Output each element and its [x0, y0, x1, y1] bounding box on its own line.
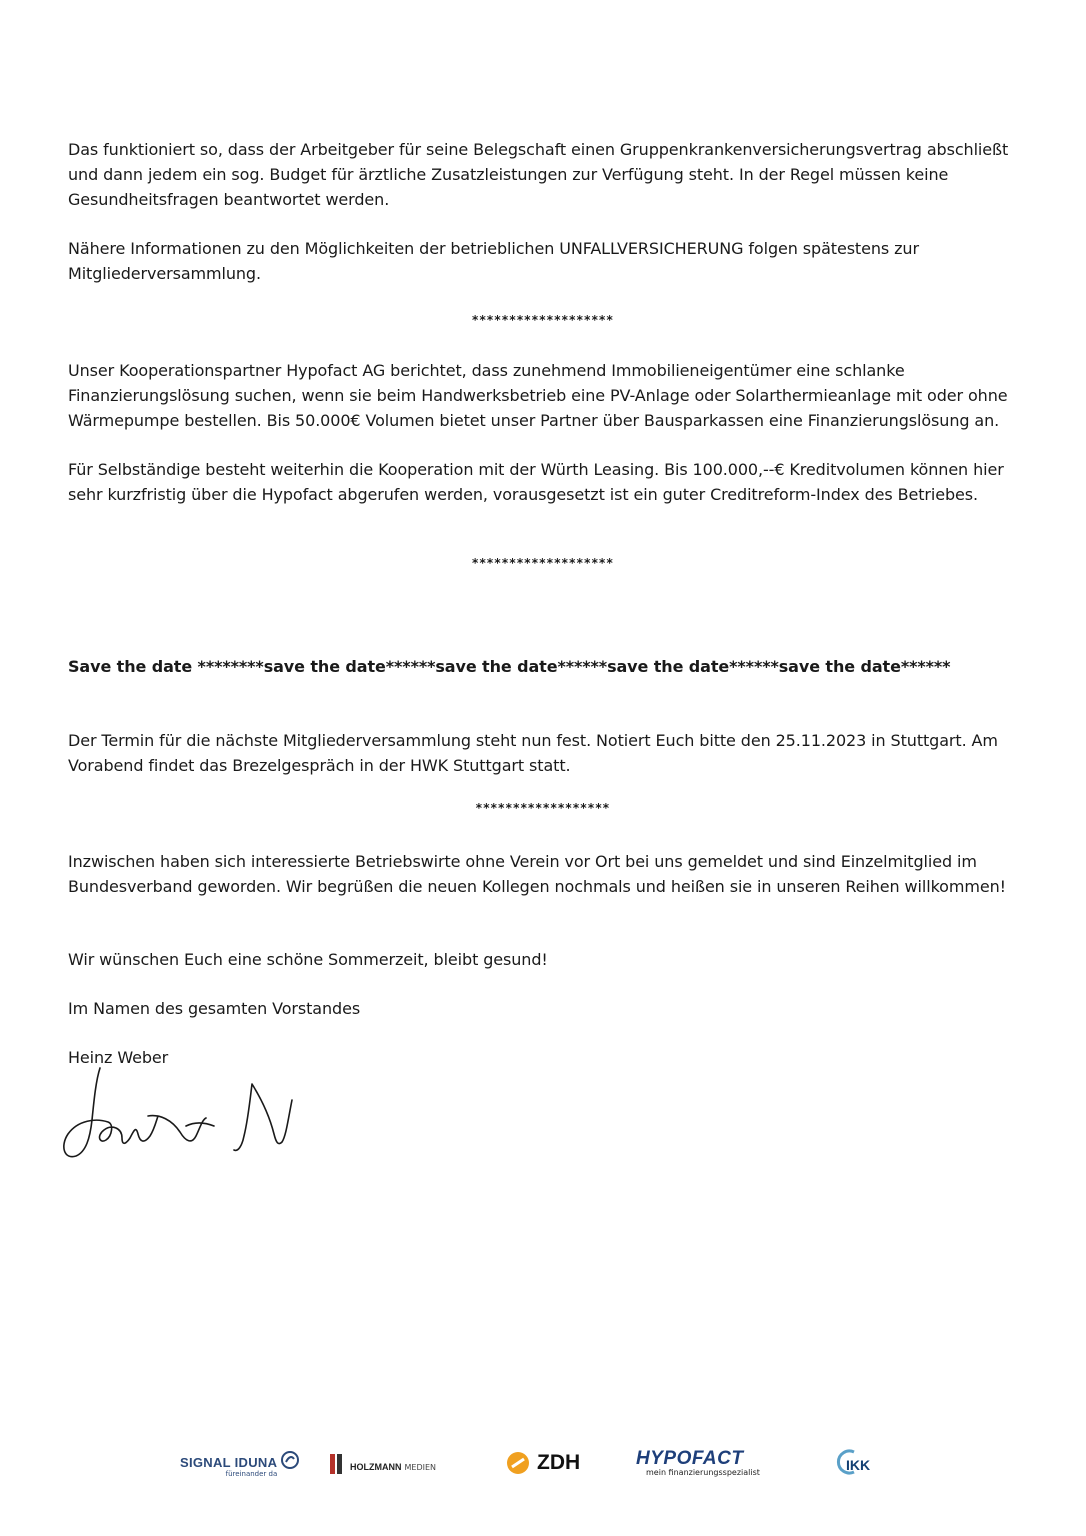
- ikk-logo: [834, 1448, 870, 1476]
- line: Das funktioniert so, dass der Arbeitgeber für seine Belegschaft einen Gruppenkrankenversicherungsvertrag abschließt: [68, 140, 1009, 159]
- line: Nähere Informationen zu den Möglichkeiten der betrieblichen UNFALLVERSICHERUNG folgen spätestens zur: [68, 239, 919, 258]
- regards-line: Im Namen des gesamten Vorstandes: [68, 999, 361, 1018]
- paragraph-unfallversicherung: [68, 236, 1048, 286]
- sponsor-logo-bar: [0, 1440, 1086, 1500]
- paragraph-mitgliederversammlung: [68, 728, 1048, 778]
- closing-greeting: Wir wünschen Euch eine schöne Sommerzeit, bleibt gesund!: [68, 950, 548, 969]
- separator-stars: *******************: [471, 556, 615, 570]
- hypofact-tagline: mein finanzierungsspezialist: [646, 1468, 760, 1477]
- signer-name: Heinz Weber: [68, 1048, 169, 1067]
- line: und dann jedem ein sog. Budget für ärztliche Zusatzleistungen zur Verfügung steht. In der Regel müssen keine: [68, 165, 949, 184]
- line: Bundesverband geworden. Wir begrüßen die neuen Kollegen nochmals und heißen sie in unseren Reihen willkommen!: [68, 877, 1006, 896]
- zdh-name: ZDH: [537, 1451, 581, 1474]
- holzmann-suffix: MEDIEN: [404, 1462, 437, 1472]
- holzmann-icon: [330, 1454, 346, 1474]
- line: Vorabend findet das Brezelgespräch in der HWK Stuttgart statt.: [68, 756, 571, 775]
- paragraph-gruppenversicherung: [68, 137, 1048, 212]
- paragraph-wuerth-leasing: [68, 457, 1048, 507]
- save-the-date-heading: Save the date ********save the date******save the date******save the date******save the date******: [68, 657, 951, 676]
- signal-iduna-name: SIGNAL IDUNA: [180, 1455, 278, 1470]
- hypofact-name: HYPOFACT: [636, 1448, 744, 1469]
- separator-stars: ******************: [475, 801, 611, 815]
- line: Wärmepumpe bestellen. Bis 50.000€ Volumen bietet unser Partner über Bausparkassen eine Finanzierungslösung an.: [68, 411, 1000, 430]
- handwritten-signature: [56, 1060, 316, 1170]
- line: Für Selbständige besteht weiterhin die Kooperation mit der Würth Leasing. Bis 100.000,--€ Kreditvolumen können hier: [68, 460, 1004, 479]
- line: Inzwischen haben sich interessierte Betriebswirte ohne Verein vor Ort bei uns gemeldet und sind Einzelmitglied im: [68, 852, 977, 871]
- separator-stars: *******************: [471, 313, 615, 327]
- line: Gesundheitsfragen beantwortet werden.: [68, 190, 390, 209]
- holzmann-medien-logo: [330, 1454, 436, 1474]
- line: Der Termin für die nächste Mitgliederversammlung steht nun fest. Notiert Euch bitte den 25.11.2023 in Stuttgart. Am: [68, 731, 998, 750]
- line: sehr kurzfristig über die Hypofact abgerufen werden, vorausgesetzt ist ein guter Creditreform-Index des Betriebes.: [68, 485, 978, 504]
- line: Mitgliederversammlung.: [68, 264, 261, 283]
- signal-iduna-tagline: füreinander da: [225, 1470, 278, 1478]
- paragraph-neue-mitglieder: [68, 849, 1048, 899]
- signal-iduna-logo: [180, 1452, 300, 1478]
- ikk-name: IKK: [846, 1457, 871, 1473]
- signal-iduna-icon: [280, 1450, 300, 1470]
- line: Finanzierungslösung suchen, wenn sie beim Handwerksbetrieb eine PV-Anlage oder Solarthermieanlage mit oder ohne: [68, 386, 1008, 405]
- hypofact-logo: [636, 1448, 760, 1477]
- holzmann-name: HOLZMANN: [350, 1462, 402, 1472]
- zdh-icon: [505, 1450, 531, 1476]
- line: Unser Kooperationspartner Hypofact AG berichtet, dass zunehmend Immobilieneigentümer eine schlanke: [68, 361, 905, 380]
- zdh-logo: [505, 1450, 580, 1476]
- paragraph-hypofact: [68, 358, 1048, 433]
